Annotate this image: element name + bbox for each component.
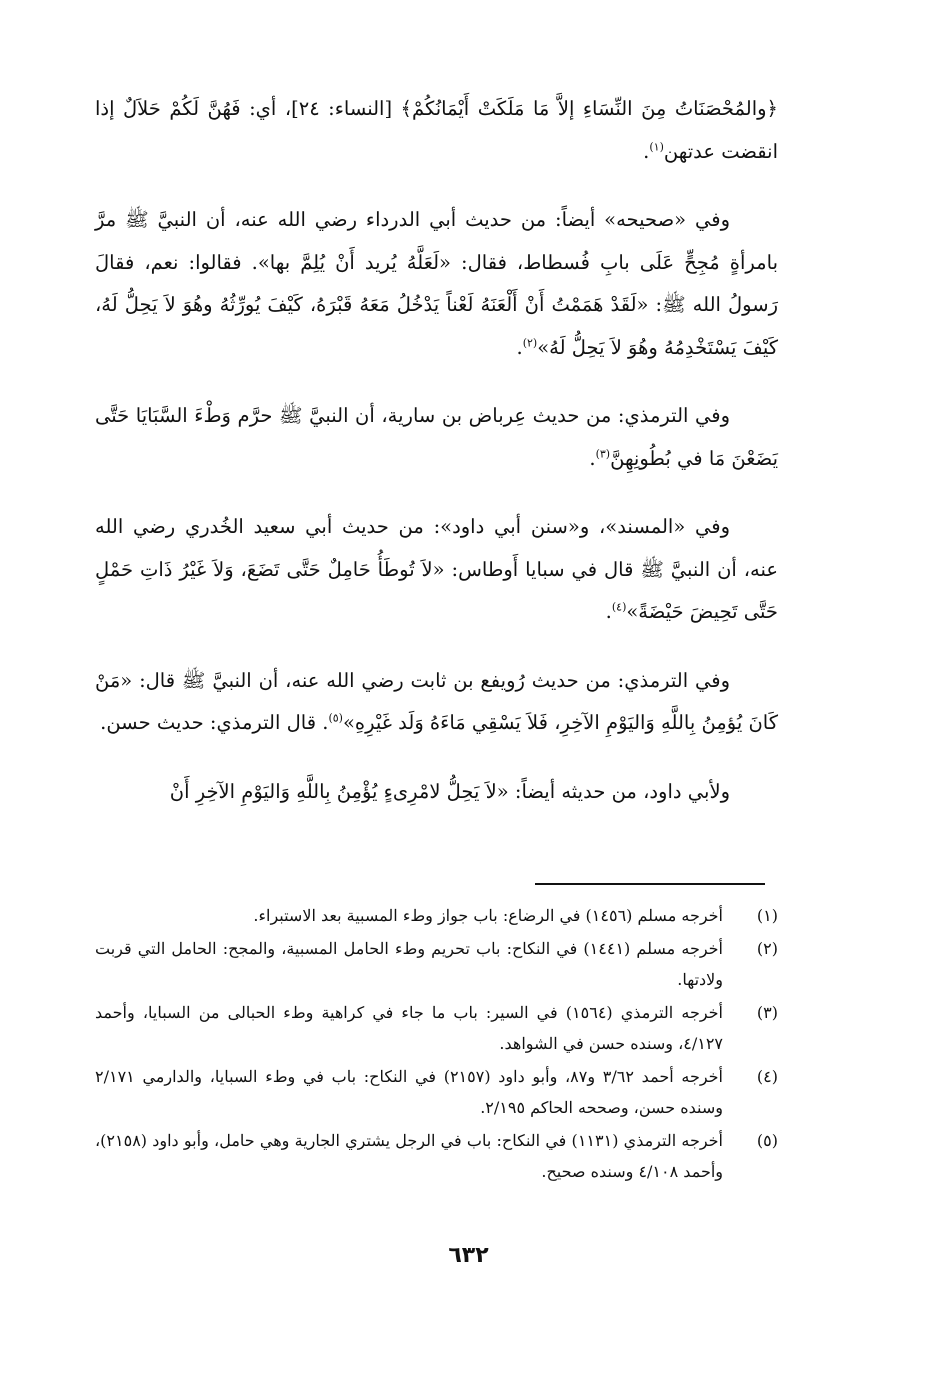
footnote-text: أخرجه الترمذي (١٥٦٤) في السير: باب ما جاء في كراهية وطء الحبالى من السبايا، وأحمد ٤/١٢٧، وسنده حسن في الشواهد. bbox=[95, 1003, 723, 1053]
paragraph-text: وفي «صحيحه» أيضاً: من حديث أبي الدرداء رضي الله عنه، أن النبيَّ ﷺ مرَّ بامرأةٍ مُجِحٍّ عَلَى بابِ فُسطاط، فقال: «لَعَلَّهُ يُريد أَنْ يُلِمَّ بها». فقالوا: نعم، فقالَ رَسولُ الله ﷺ: «لَقَدْ هَمَمْتُ أَنْ أَلْعَنَهُ لَعْناً يَدْخُلُ مَعَهُ قَبْرَهُ، كَيْفَ يُورِّثُهُ وهُوَ لاَ يَحِلُّ لَهُ، كَيْفَ يَسْتَخْدِمُهُ وهُوَ لاَ يَحِلُّ لَهُ» bbox=[95, 208, 778, 359]
footnote-number: (٥) bbox=[756, 1131, 778, 1150]
paragraph-tail: . bbox=[643, 139, 650, 163]
footnote-4 bbox=[95, 1061, 778, 1123]
footnote-ref[interactable]: (٤) bbox=[611, 600, 627, 614]
paragraph-tail: . bbox=[605, 600, 612, 623]
footnote-text: أخرجه مسلم (١٤٥٦) في الرضاع: باب جواز وطء المسبية بعد الاستبراء. bbox=[253, 906, 723, 925]
footnote-2 bbox=[95, 933, 778, 995]
footnote-ref[interactable]: (٥) bbox=[328, 711, 343, 725]
footnote-3 bbox=[95, 997, 778, 1059]
footnote-ref[interactable]: (٣) bbox=[595, 447, 611, 460]
footnote-number: (٢) bbox=[756, 939, 778, 958]
paragraph-tail: . قال الترمذي: حديث حسن. bbox=[100, 711, 329, 734]
paragraph-tail: . bbox=[516, 335, 523, 359]
footnote-text: أخرجه مسلم (١٤٤١) في النكاح: باب تحريم وطء الحامل المسبية، والمجح: الحامل التي قربت ولادتها. bbox=[95, 939, 723, 989]
footnote-number: (٣) bbox=[756, 1003, 778, 1022]
paragraph-2 bbox=[95, 199, 778, 369]
footnote-text: أخرجه أحمد ٣/٦٢ و٨٧، وأبو داود (٢١٥٧) في النكاح: باب في وطء السبايا، والدارمي ٢/١٧١ وسنده حسن، وصححه الحاكم ٢/١٩٥. bbox=[95, 1067, 723, 1117]
paragraph-text: وفي الترمذي: من حديث رُويفع بن ثابت رضي الله عنه، أن النبيَّ ﷺ قال: «مَنْ كَانَ يُؤمِنُ بِاللَّهِ وَاليَوْمِ الآخِرِ، فَلاَ يَسْقِي مَاءَهُ وَلَد غَيْرِهِ» bbox=[95, 668, 778, 734]
paragraph-6 bbox=[95, 771, 778, 814]
paragraph-3 bbox=[95, 395, 778, 480]
paragraph-1 bbox=[95, 88, 778, 173]
footnote-separator bbox=[535, 883, 765, 885]
main-text bbox=[95, 88, 778, 839]
footnote-ref[interactable]: (١) bbox=[649, 140, 664, 153]
paragraph-text: ولأبي داود، من حديثه أيضاً: «لاَ يَحِلُّ لامْرِىءٍ يُؤْمِنُ بِاللَّهِ وَاليَوْمِ الآخِرِ أَنْ bbox=[169, 779, 730, 803]
footnote-number: (٤) bbox=[756, 1067, 778, 1086]
footnote-5 bbox=[95, 1125, 778, 1187]
paragraph-text: وفي الترمذي: من حديث عِرباض بن سارية، أن النبيَّ ﷺ حرَّم وَطْءَ السَّبَايَا حَتَّى يَضَعْنَ مَا في بُطُونِهِنَّ bbox=[95, 404, 778, 470]
paragraph-text: وفي «المسند»، و«سنن أبي داود»: من حديث أبي سعيد الخُدري رضي الله عنه، أن النبيَّ ﷺ قال في سبايا أَوطاس: «لاَ تُوطَأُ حَامِلٌ حَتَّى تَضَعَ، وَلاَ غَيْرُ ذَاتِ حَمْلٍ حَتَّى تَحِيضَ حَيْضَةً» bbox=[95, 515, 778, 623]
footnote-1 bbox=[95, 900, 778, 931]
paragraph-4 bbox=[95, 506, 778, 634]
page-number: ٦٣٢ bbox=[448, 1243, 489, 1268]
paragraph-tail: . bbox=[589, 446, 596, 470]
paragraph-text: ﴿والمُحْصَنَاتُ مِنَ النِّسَاءِ إلاَّ مَا مَلَكَتْ أَيْمَانُكُمْ﴾ [النساء: ٢٤]، أي: فَهُنَّ لَكُمْ حَلاَلٌ إذا انقضت عدتهن bbox=[95, 97, 778, 163]
paragraph-5 bbox=[95, 660, 778, 745]
footnote-number: (١) bbox=[756, 906, 778, 925]
footnote-ref[interactable]: (٢) bbox=[522, 336, 538, 349]
footnote-text: أخرجه الترمذي (١١٣١) في النكاح: باب في الرجل يشتري الجارية وهي حامل، وأبو داود (٢١٥٨)، وأحمد ٤/١٠٨ وسنده صحيح. bbox=[95, 1131, 724, 1181]
footnotes bbox=[95, 900, 778, 1189]
